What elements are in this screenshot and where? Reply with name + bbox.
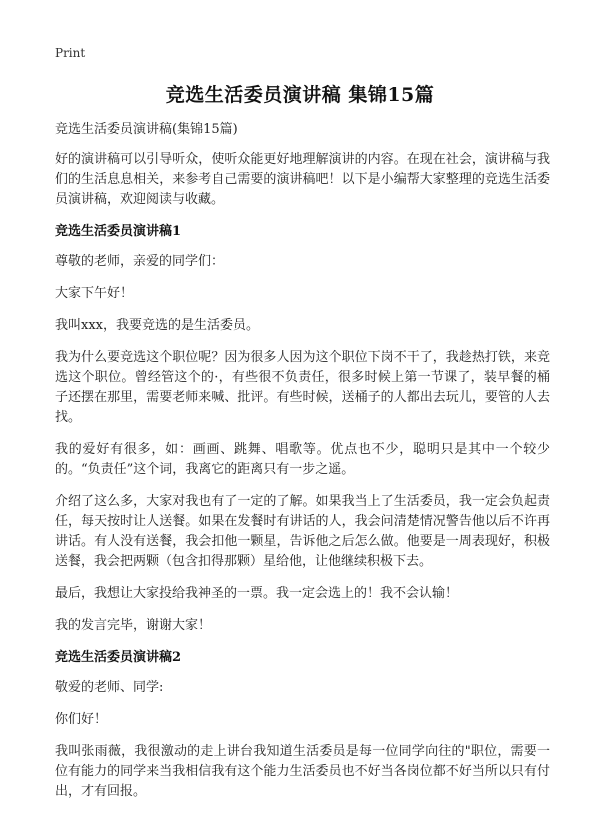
article-subtitle: 竞选生活委员演讲稿(集锦15篇): [55, 122, 238, 137]
paragraph: 最后，我想让大家投给我神圣的一票。我一定会选上的！我不会认输！: [55, 586, 459, 601]
paragraph: 我叫张雨薇，我很激动的走上讲台我知道生活委员是每一位同学向往的"职位，需要一位有能力的同学来当我相信我有这个能力生活委员也不好当各岗位都不好当所以只有付出，才有回报。: [55, 744, 550, 799]
section-heading: 竞选生活委员演讲稿1: [55, 224, 182, 239]
paragraph: 我的爱好有很多，如：画画、跳舞、唱歌等。优点也不少，聪明只是其中一个较少的。“负责任”这个词，我离它的距离只有一步之遥。: [55, 442, 550, 477]
paragraph: 大家下午好！: [55, 286, 134, 301]
paragraph: 敬爱的老师、同学:: [55, 680, 164, 695]
paragraph: 你们好！: [55, 712, 108, 727]
print-link[interactable]: Print: [55, 46, 86, 60]
page-title: 竞选生活委员演讲稿 集锦15篇: [165, 84, 435, 106]
article-body: [55, 120, 550, 814]
section-heading: 竞选生活委员演讲稿2: [55, 650, 182, 665]
paragraph: 我叫xxx，我要竞选的是生活委员。: [55, 318, 259, 333]
paragraph: 介绍了这么多，大家对我也有了一定的了解。如果我当上了生活委员，我一定会负起责任，每天按时让人送餐。如果在发餐时有讲话的人，我会问清楚情况警告他以后不许再讲话。有人没有送餐，我会扣他一颗星，告诉他之后怎么做。他要是一周表现好，积极送餐，我会把两颗（包含扣得那颗）星给他，让他继续积极下去。: [55, 494, 550, 569]
intro-paragraph: 好的演讲稿可以引导听众，使听众能更好地理解演讲的内容。在现在社会，演讲稿与我们的生活息息相关，来参考自己需要的演讲稿吧！以下是小编帮大家整理的竞选生活委员演讲稿，欢迎阅读与收藏。: [55, 152, 550, 207]
paragraph: 我的发言完毕，谢谢大家！: [55, 618, 212, 633]
paragraph: 我为什么要竞选这个职位呢？因为很多人因为这个职位下岗不干了，我趁热打铁，来竞选这个职位。曾经管这个的·，有些很不负责任，很多时候上第一节课了，装早餐的桶子还摆在那里，需要老师来喊、批评。有些时候，送桶子的人都出去玩儿，要管的人去找。: [55, 350, 550, 425]
paragraph: 尊敬的老师，亲爱的同学们：: [55, 254, 225, 269]
